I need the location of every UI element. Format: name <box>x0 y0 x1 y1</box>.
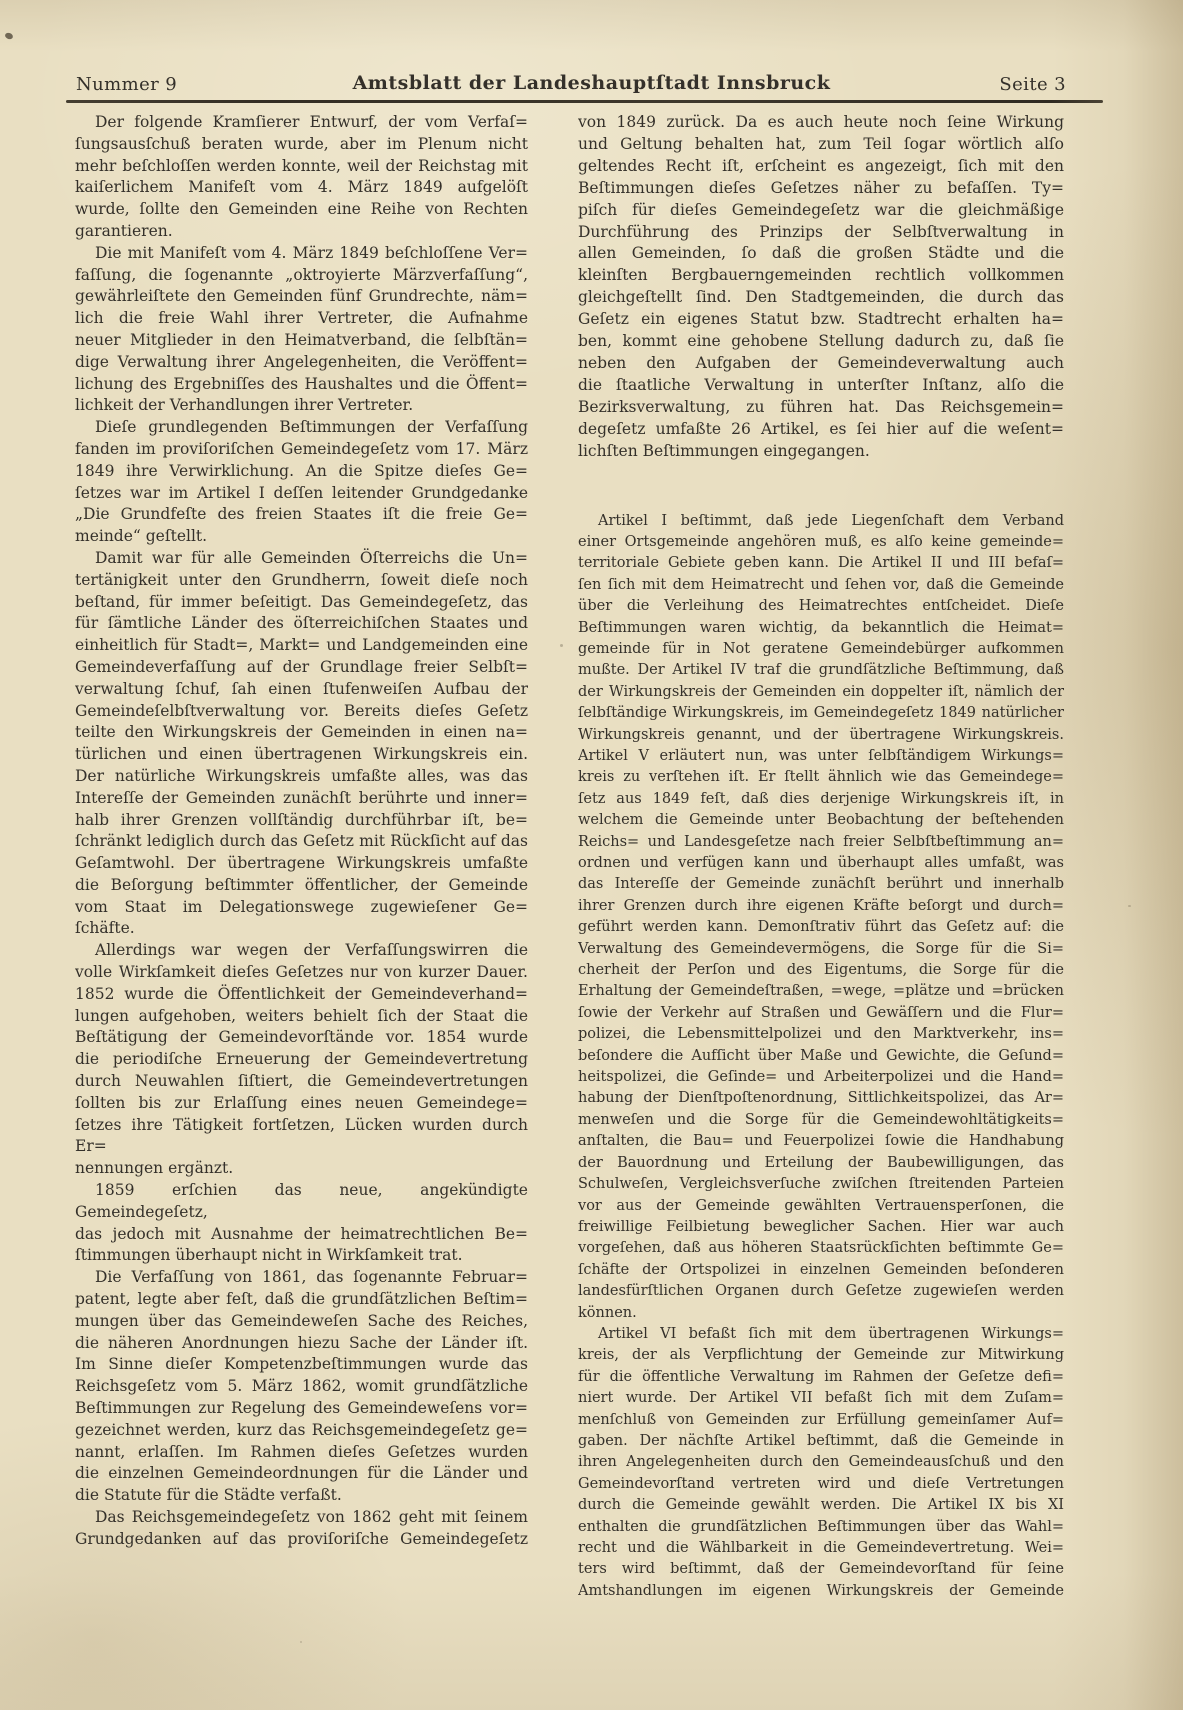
text-line: beſondere die Aufſicht über Maße und Gewichte, die Geſund= <box>578 1047 1064 1064</box>
text-line: ters wird beſtimmt, daß der Gemeindevorſtand für ſeine <box>578 1561 1064 1578</box>
text-line: die periodiſche Erneuerung der Gemeindevertretung <box>75 1050 528 1069</box>
text-line: Artikel V erläutert nun, was unter ſelbſtändigem Wirkungs= <box>578 747 1064 764</box>
right-column-small-section <box>578 511 1064 1603</box>
text-line: Schulweſen, Vergleichsverſuche zwiſchen ſtreitenden Parteien <box>578 1176 1064 1193</box>
text-line: über die Verleihung des Heimatrechtes entſcheidet. Dieſe <box>578 598 1064 615</box>
text-line: Im Sinne dieſer Kompetenzbeſtimmungen wurde das <box>75 1355 528 1374</box>
text-line: mußte. Der Artikel IV traf die grundſätzliche Beſtimmung, daß <box>578 662 1064 679</box>
text-line: neuer Mitglieder in den Heimatverband, die ſelbſtän= <box>75 330 528 349</box>
text-line: allen Gemeinden, ſo daß die großen Städte und die <box>578 244 1064 263</box>
paper-speck <box>560 644 563 647</box>
text-line: die einzelnen Gemeindeordnungen für die Länder und <box>75 1464 528 1483</box>
text-line: degeſetz umfaßte 26 Artikel, es ſei hier auf die weſent= <box>578 419 1064 438</box>
paragraph <box>75 548 528 940</box>
text-line: die ſtaatliche Verwaltung in unterſter Inſtanz, alſo die <box>578 375 1064 394</box>
text-line: ſetzes ihre Tätigkeit fortſetzen, Lücken wurden durch Er= <box>75 1115 528 1156</box>
header-rule <box>66 100 1103 103</box>
text-line: 1852 wurde die Öffentlichkeit der Gemeindeverhand= <box>75 984 528 1003</box>
text-line: die Statute für die Städte verfaßt. <box>75 1486 342 1505</box>
text-line: dige Verwaltung ihrer Angelegenheiten, die Veröffent= <box>75 352 528 371</box>
text-line: ſchränkt lediglich durch das Geſetz mit Rückſicht auf das <box>75 832 528 851</box>
text-line: fanden im proviſoriſchen Gemeindegeſetz vom 17. März <box>75 439 528 458</box>
text-line: durch Neuwahlen ſiſtiert, die Gemeindevertretungen <box>75 1072 528 1091</box>
paragraph <box>75 417 528 548</box>
text-line: Allerdings war wegen der Verfaſſungswirren die <box>95 941 528 960</box>
text-line: mungen über das Gemeindeweſen Sache des Reiches, <box>75 1311 528 1330</box>
text-line: ihrer Grenzen durch ihre eigenen Kräfte beſorgt und durch= <box>578 897 1064 914</box>
text-line: gemeinde für in Not geratene Gemeindebürger aufkommen <box>578 640 1064 657</box>
text-line: Erhaltung der Gemeindeſtraßen, =wege, =plätze und =brücken <box>578 983 1064 1000</box>
text-line: gleichgeſtellt ſind. Den Stadtgemeinden, die durch das <box>578 288 1064 307</box>
paragraph <box>75 1180 528 1267</box>
text-line: vorgeſehen, daß aus höheren Staatsrückſichten beſtimmte Ge= <box>578 1240 1064 1257</box>
text-line: ihren Angelegenheiten durch den Gemeindeausſchuß und den <box>578 1454 1064 1471</box>
text-line: nennungen ergänzt. <box>75 1159 234 1178</box>
text-line: ſen ſich mit dem Heimatrecht und ſehen vor, daß die Gemeinde <box>578 576 1064 593</box>
text-line: durch die Gemeinde gewählt werden. Die Artikel IX bis XI <box>578 1497 1064 1514</box>
text-line: Der folgende Kramſierer Entwurf, der vom Verfaſ= <box>95 113 528 131</box>
text-line: neben den Aufgaben der Gemeindeverwaltung auch <box>578 353 1064 372</box>
text-line: 1849 ihre Verwirklichung. An die Spitze dieſes Ge= <box>75 461 528 480</box>
text-line: Damit war für alle Gemeinden Öſterreichs die Un= <box>95 548 528 567</box>
text-line: Die mit Manifeſt vom 4. März 1849 beſchloſſene Ver= <box>95 243 528 262</box>
text-line: das jedoch mit Ausnahme der heimatrechtlichen Be= <box>75 1224 528 1243</box>
left-column <box>75 112 528 1551</box>
text-line: wurde, ſollte den Gemeinden eine Reihe von Rechten <box>75 200 528 219</box>
text-line: menweſen und die Sorge für die Gemeindewohltätigkeits= <box>578 1111 1064 1128</box>
text-line: kaiſerlichem Manifeſt vom 4. März 1849 aufgelöſt <box>75 178 528 197</box>
text-line: lich die freie Wahl ihrer Vertreter, die Aufnahme <box>75 309 528 328</box>
text-line: Beſtätigung der Gemeindevorſtände vor. 1854 wurde <box>75 1028 528 1047</box>
text-line: ſollten bis zur Erlaſſung eines neuen Gemeindege= <box>75 1093 528 1112</box>
text-line: niert wurde. Der Artikel VII befaßt ſich mit dem Zuſam= <box>578 1390 1064 1407</box>
text-line: Gemeindeſelbſtverwaltung vor. Bereits dieſes Geſetz <box>75 701 528 720</box>
text-line: menſchluß von Gemeinden zur Erfüllung gemeinſamer Auf= <box>578 1411 1064 1428</box>
text-line: enthalten die grundſätzlichen Beſtimmungen über das Wahl= <box>578 1518 1064 1535</box>
text-line: patent, legte aber feſt, daß die grundſätzlichen Beſtim= <box>75 1290 528 1309</box>
text-line: für ſämtliche Länder des öſterreichiſchen Staates und <box>75 614 528 633</box>
text-line: Wirkungskreis genannt, und der übertragene Wirkungskreis. <box>578 726 1064 743</box>
text-line: Das Reichsgemeindegeſetz von 1862 geht mit ſeinem <box>95 1508 528 1526</box>
text-line: mehr beſchloſſen werden konnte, weil der Reichstag mit <box>75 156 528 175</box>
text-line: der Bauordnung und Erteilung der Baubewilligungen, das <box>578 1154 1064 1171</box>
text-line: piſch für dieſes Gemeindegeſetz war die gleichmäßige <box>578 200 1064 219</box>
text-line: Der natürliche Wirkungskreis umfaßte alles, was das <box>75 766 528 785</box>
text-line: Reichsgeſetz vom 5. März 1862, womit grundſätzliche <box>75 1377 528 1396</box>
paragraph <box>578 1324 1064 1602</box>
text-line: Verwaltung des Gemeindevermögens, die Sorge für die Si= <box>578 940 1064 957</box>
text-line: territoriale Gebiete geben kann. Die Artikel II und III befaſ= <box>578 555 1064 572</box>
text-line: Gemeindevorſtand vertreten wird und dieſe Vertretungen <box>578 1475 1064 1492</box>
text-line: beſtand, für immer beſeitigt. Das Gemeindegeſetz, das <box>75 592 528 611</box>
text-line: verwaltung ſchuf, ſah einen ſtufenweiſen Aufbau der <box>75 679 528 698</box>
text-line: welchem die Gemeinde unter Beobachtung der beſtehenden <box>578 812 1064 829</box>
text-line: Geſetz ein eigenes Statut bzw. Stadtrecht erhalten ha= <box>578 310 1064 329</box>
text-line: vom Staat im Delegationswege zugewieſener Ge= <box>75 897 528 916</box>
text-line: garantieren. <box>75 221 173 240</box>
text-line: Artikel I beſtimmt, daß jede Liegenſchaft dem Verband <box>598 512 1064 529</box>
text-line: ſowie der Verkehr auf Straßen und Gewäſſern und die Flur= <box>578 1004 1064 1021</box>
paragraph <box>578 112 1064 463</box>
text-line: einheitlich für Stadt=, Markt= und Landgemeinden eine <box>75 636 528 655</box>
text-line: meinde“ geſtellt. <box>75 527 208 546</box>
text-line: die näheren Anordnungen hiezu Sache der Länder iſt. <box>75 1333 528 1352</box>
text-line: ordnen und verfügen kann und überhaupt alles umfaßt, was <box>578 855 1064 871</box>
page-title: Amtsblatt der Landeshauptſtadt Innsbruck <box>352 72 831 94</box>
text-line: nannt, erlaſſen. Im Rahmen dieſes Geſetzes wurden <box>75 1442 528 1461</box>
text-line: kleinſten Bergbauerngemeinden rechtlich vollkommen <box>578 266 1064 285</box>
text-line: Beſtimmungen waren wichtig, da bekanntlich die Heimat= <box>578 619 1064 636</box>
text-line: kreis zu verſtehen iſt. Er ſtellt ähnlich wie das Gemeindege= <box>578 769 1064 786</box>
text-line: tertänigkeit unter den Grundherrn, ſoweit dieſe noch <box>75 570 528 589</box>
text-line: freiwillige Feilbietung beweglicher Sachen. Hier war auch <box>578 1218 1064 1235</box>
text-line: Dieſe grundlegenden Beſtimmungen der Verfaſſung <box>95 418 528 437</box>
text-line: lichkeit der Verhandlungen ihrer Vertreter. <box>75 396 414 415</box>
text-line: volle Wirkſamkeit dieſes Geſetzes nur von kurzer Dauer. <box>75 963 528 982</box>
text-line: Beſtimmungen zur Regelung des Gemeindeweſens vor= <box>75 1399 528 1418</box>
paragraph <box>75 1507 528 1551</box>
text-line: Die Verfaſſung von 1861, das ſogenannte Februar= <box>95 1268 528 1287</box>
text-line: habung der Dienſtpoſtenordnung, Sittlichkeitspolizei, das Ar= <box>578 1090 1064 1107</box>
text-line: lungen aufgehoben, weiters behielt ſich der Staat die <box>75 1006 528 1025</box>
paragraph <box>75 1267 528 1507</box>
text-line: gewährleiſtete den Gemeinden fünf Grundrechte, näm= <box>75 287 528 306</box>
text-line: ben, kommt eine gehobene Stellung dadurch zu, daß ſie <box>578 332 1064 351</box>
text-line: ſchäfte. <box>75 919 135 938</box>
page-number: Seite 3 <box>999 74 1066 95</box>
text-line: geführt werden kann. Demonſtrativ führt das Geſetz auf: die <box>578 919 1064 936</box>
text-line: das Intereſſe der Gemeinde zunächſt berührt und innerhalb <box>578 876 1064 893</box>
text-line: die Beſorgung beſtimmter öffentlicher, der Gemeinde <box>75 875 528 894</box>
text-line: Gemeindeverfaſſung auf der Grundlage freier Selbſt= <box>75 657 528 676</box>
paper-speck <box>300 1641 302 1643</box>
text-line: können. <box>578 1304 637 1321</box>
text-line: von 1849 zurück. Da es auch heute noch ſeine Wirkung <box>578 113 1064 131</box>
paragraph <box>75 112 528 243</box>
text-line: der Wirkungskreis der Gemeinden ein doppelter iſt, nämlich der <box>578 683 1064 700</box>
text-line: polizei, die Lebensmittelpolizei und den Marktverkehr, ins= <box>578 1026 1064 1043</box>
text-line: Beſtimmungen dieſes Geſetzes näher zu befaſſen. Ty= <box>578 178 1064 197</box>
right-column <box>578 112 1064 1602</box>
text-line: ſetz aus 1849 feſt, daß dies derjenige Wirkungskreis iſt, in <box>578 790 1064 807</box>
text-line: heitspolizei, die Geſinde= und Arbeiterpolizei und die Hand= <box>578 1069 1064 1086</box>
text-line: lichung des Ergebniſſes des Haushaltes und die Öffent= <box>75 374 528 393</box>
issue-number: Nummer 9 <box>76 74 178 95</box>
text-line: ſetzes war im Artikel I deſſen leitender Grundgedanke <box>75 483 528 502</box>
text-line: „Die Grundfeſte des freien Staates iſt die freie Ge= <box>75 505 528 524</box>
text-line: Amtshandlungen im eigenen Wirkungskreis der Gemeinde <box>578 1582 1064 1599</box>
paper-speck <box>1128 905 1131 907</box>
text-line: ſtimmungen überhaupt nicht in Wirkſamkeit trat. <box>75 1246 463 1265</box>
text-line: Geſamtwohl. Der übertragene Wirkungskreis umfaßte <box>75 854 528 873</box>
text-line: Grundgedanken auf das proviſoriſche Gemeindegeſetz <box>75 1529 528 1548</box>
text-line: anſtalten, die Bau= und Feuerpolizei ſowie die Handhabung <box>578 1133 1064 1150</box>
text-line: kreis, der als Verpflichtung der Gemeinde zur Mitwirkung <box>578 1347 1064 1364</box>
paragraph <box>578 511 1064 1324</box>
text-line: türlichen und einen übertragenen Wirkungskreis ein. <box>75 745 528 764</box>
text-line: Reichs= und Landesgeſetze nach freier Selbſtbeſtimmung an= <box>578 833 1064 850</box>
text-line: geltendes Recht iſt, erſcheint es angezeigt, ſich mit den <box>578 156 1064 175</box>
paragraph <box>75 940 528 1180</box>
text-line: ſelbſtändige Wirkungskreis, im Gemeindegeſetz 1849 natürlicher <box>578 705 1064 722</box>
text-line: lichſten Beſtimmungen eingegangen. <box>578 441 870 460</box>
text-line: für die öffentliche Verwaltung im Rahmen der Geſetze defi= <box>578 1368 1064 1385</box>
text-line: vor aus der Gemeinde gewählten Vertrauensperſonen, die <box>578 1197 1064 1214</box>
text-line: gezeichnet werden, kurz das Reichsgemeindegeſetz ge= <box>75 1420 528 1439</box>
text-line: Bezirksverwaltung, zu führen hat. Das Reichsgemein= <box>578 397 1064 416</box>
text-line: und Geltung behalten hat, zum Teil ſogar wörtlich alſo <box>578 134 1064 153</box>
text-line: Artikel VI befaßt ſich mit dem übertragenen Wirkungs= <box>598 1325 1064 1342</box>
text-line: 1859 erſchien das neue, angekündigte Gemeindegeſetz, <box>75 1181 528 1221</box>
paragraph <box>75 243 528 417</box>
text-line: halb ihrer Grenzen vollſtändig durchführbar iſt, be= <box>75 810 528 829</box>
right-column-top-section <box>578 112 1064 463</box>
text-line: landesfürſtlichen Organen durch Geſetze zugewieſen werden <box>578 1283 1064 1300</box>
text-line: gaben. Der nächſte Artikel beſtimmt, daß die Gemeinde in <box>578 1432 1064 1449</box>
text-line: Intereſſe der Gemeinden zunächſt berührte und inner= <box>75 788 528 807</box>
text-line: faſſung, die ſogenannte „oktroyierte Märzverfaſſung“, <box>75 265 528 284</box>
text-line: teilte den Wirkungskreis der Gemeinden in einen na= <box>75 723 528 742</box>
text-line: Durchführung des Prinzips der Selbſtverwaltung in <box>578 222 1064 241</box>
text-line: einer Ortsgemeinde angehören muß, es alſo keine gemeinde= <box>578 533 1064 550</box>
text-line: recht und die Wählbarkeit in die Gemeindevertretung. Wei= <box>578 1540 1064 1556</box>
text-line: ſungsausſchuß beraten wurde, aber im Plenum nicht <box>75 134 528 153</box>
paper-speck <box>4 32 14 40</box>
text-line: ſchäfte der Ortspolizei in einzelnen Gemeinden beſonderen <box>578 1261 1064 1278</box>
text-line: cherheit der Perſon und des Eigentums, die Sorge für die <box>578 962 1064 979</box>
